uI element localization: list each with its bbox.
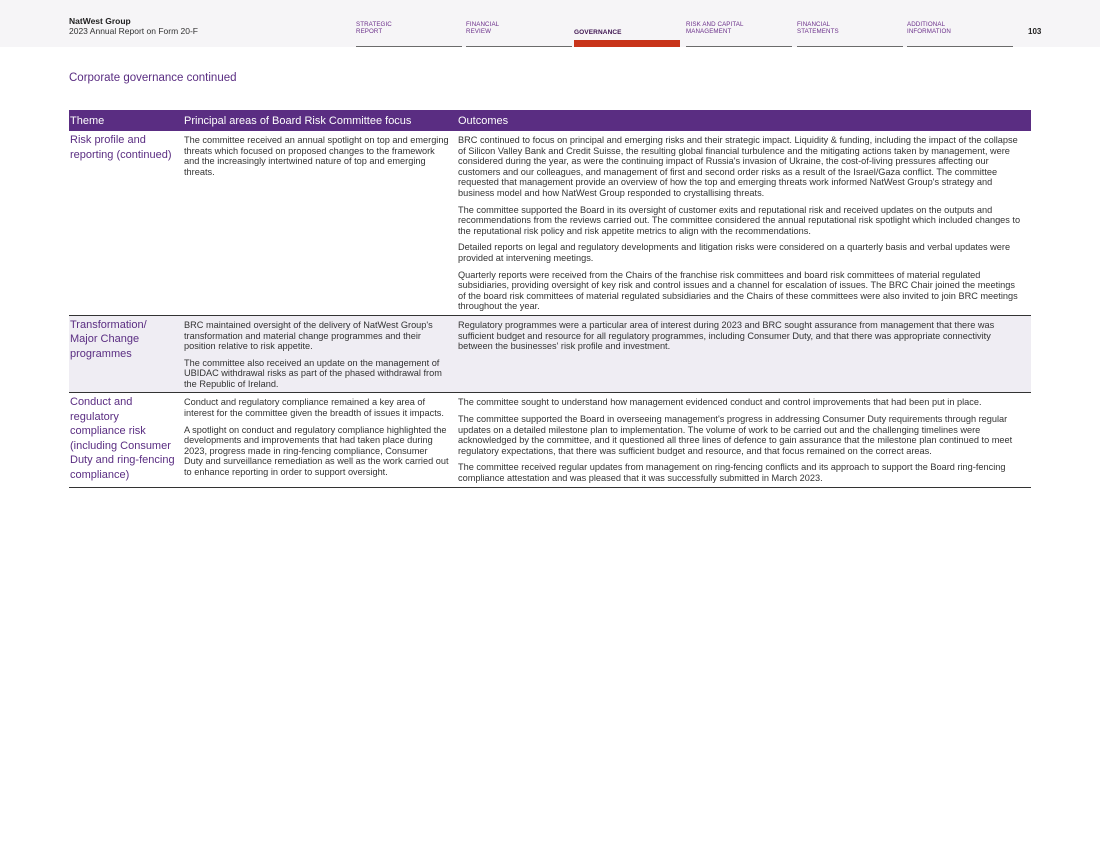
table-header-row [69, 110, 1031, 131]
table-row [69, 131, 1031, 315]
nav-line: RISK AND CAPITAL [686, 21, 744, 28]
focus-cell [183, 393, 457, 487]
governance-table [69, 110, 1031, 488]
nav-risk-capital-management[interactable] [686, 19, 792, 47]
nav-line: MANAGEMENT [686, 28, 732, 35]
nav-line: REVIEW [466, 28, 492, 35]
outcome-paragraph: The committee supported the Board in its oversight of customer exits and reputational risk and received updates on the outputs and recommendations from the reviews carried out. The committee considered the annual reputational risk spotlight which included changes to the reputational risk policy and risk appetite metrics to align with the recommendations. [458, 204, 1021, 236]
page-header [0, 0, 1100, 47]
company-name: NatWest Group [69, 16, 131, 26]
report-title: 2023 Annual Report on Form 20-F [69, 26, 198, 36]
outcome-paragraph: Quarterly reports were received from the Chairs of the franchise risk committees and board risk committees of material regulated subsidiaries, providing oversight of key risk and control issues and a channel for escalation of issues. The BRC Chair joined the meetings of the board risk committees of material regulated subsidiaries and the Chairs of these committees were also invited to join BRC meetings throughout the year. [458, 269, 1018, 312]
table-row [69, 315, 1031, 393]
nav-line: INFORMATION [907, 28, 951, 35]
outcome-paragraph: The committee sought to understand how management evidenced conduct and control improvements that had been put in place. [458, 397, 982, 408]
nav-line: STRATEGIC [356, 21, 392, 28]
section-title: Corporate governance continued [69, 72, 237, 84]
nav-governance[interactable] [574, 19, 680, 47]
focus-paragraph: The committee also received an update on the management of UBIDAC withdrawal risks as part of the phased withdrawal from the Republic of Ireland. [184, 357, 442, 389]
outcome-paragraph: Detailed reports on legal and regulatory developments and litigation risks were considered on a quarterly basis and verbal updates were provided at intervening meetings. [458, 242, 1011, 263]
nav-line: REPORT [356, 28, 383, 35]
table-row [69, 393, 1031, 487]
nav-line: FINANCIAL [466, 21, 500, 28]
column-header-focus: Principal areas of Board Risk Committee focus [183, 110, 457, 131]
theme-cell: Conduct and regulatory compliance risk (including Consumer Duty and ring-fencing compliance) [70, 396, 175, 481]
outcomes-cell [457, 315, 1031, 393]
nav-financial-statements[interactable] [797, 19, 903, 47]
nav-line: ADDITIONAL [907, 21, 946, 28]
nav-strategic-report[interactable] [356, 19, 462, 47]
theme-cell: Transformation/ Major Change programmes [69, 315, 183, 393]
outcome-paragraph: The committee received regular updates from management on ring-fencing conflicts and its approach to support the Board ring-fencing compliance attestation and was pleased that it was successfully submitted in March 2023. [458, 462, 1006, 484]
column-header-theme: Theme [69, 110, 183, 131]
focus-cell [183, 315, 457, 393]
nav-line: FINANCIAL [797, 21, 831, 28]
focus-paragraph: The committee received an annual spotlight on top and emerging threats which focused on proposed changes to the framework and the increasingly intertwined nature of top and emerging threats. [184, 135, 449, 177]
theme-cell: Risk profile and reporting (continued) [70, 134, 172, 161]
focus-paragraph: Conduct and regulatory compliance remained a key area of interest for the committee given the breadth of issues it impacts. [184, 397, 444, 419]
focus-cell [183, 131, 457, 315]
focus-paragraph: BRC maintained oversight of the delivery of NatWest Group's transformation and material change programmes and their position relative to risk appetite. [184, 319, 433, 352]
outcome-paragraph: Regulatory programmes were a particular area of interest during 2023 and BRC sought assurance from management that there was sufficient budget and resource for all regulatory programmes, including Consumer Duty, and that there was appropriate connectivity between the businesses' risk profile and investment. [458, 319, 995, 352]
nav-additional-information[interactable] [907, 19, 1013, 47]
column-header-outcomes: Outcomes [457, 110, 1031, 131]
nav-line: GOVERNANCE [574, 29, 622, 36]
nav-line: STATEMENTS [797, 28, 839, 35]
outcomes-cell [457, 393, 1031, 487]
page-number: 103 [1028, 27, 1042, 36]
nav-financial-review[interactable] [466, 19, 572, 47]
outcome-paragraph: BRC continued to focus on principal and emerging risks and their strategic impact. Liquidity & funding, including the impact of the collapse of Silicon Valley Bank and Credit Suisse, the resulting global financial turbulence and the mitigating actions taken by management, were considered during the year, as were the continuing impact of Russia's invasion of Ukraine, the cost-of-living pressures affecting our customers and our colleagues, and management of first and second order risks as a result of the Israel/Gaza conflict. The committee requested that management provide an overview of how the top and emerging threats work informed NatWest Group's strategy and business model and how NatWest Group responded to crystallising threats. [458, 135, 1018, 198]
focus-paragraph: A spotlight on conduct and regulatory compliance highlighted the developments and improvements that had taken place during 2023, progress made in ring-fencing compliance, Consumer Duty and surveillance remediation as well as the work carried out to enhance reporting in order to support oversight. [184, 424, 449, 478]
brand-block [69, 16, 198, 36]
outcome-paragraph: The committee supported the Board in overseeing management's progress in addressing Consumer Duty requirements through regular updates on a detailed milestone plan to implementation. The volume of work to be carried out and the challenging timelines were acknowledged by the committee, and it questioned all three lines of defence to gain assurance that the milestone plan continued to meet regulatory expectations, that there was sufficient budget and resource, and that focus remained on the correct areas. [458, 414, 1013, 456]
outcomes-cell [457, 131, 1031, 315]
